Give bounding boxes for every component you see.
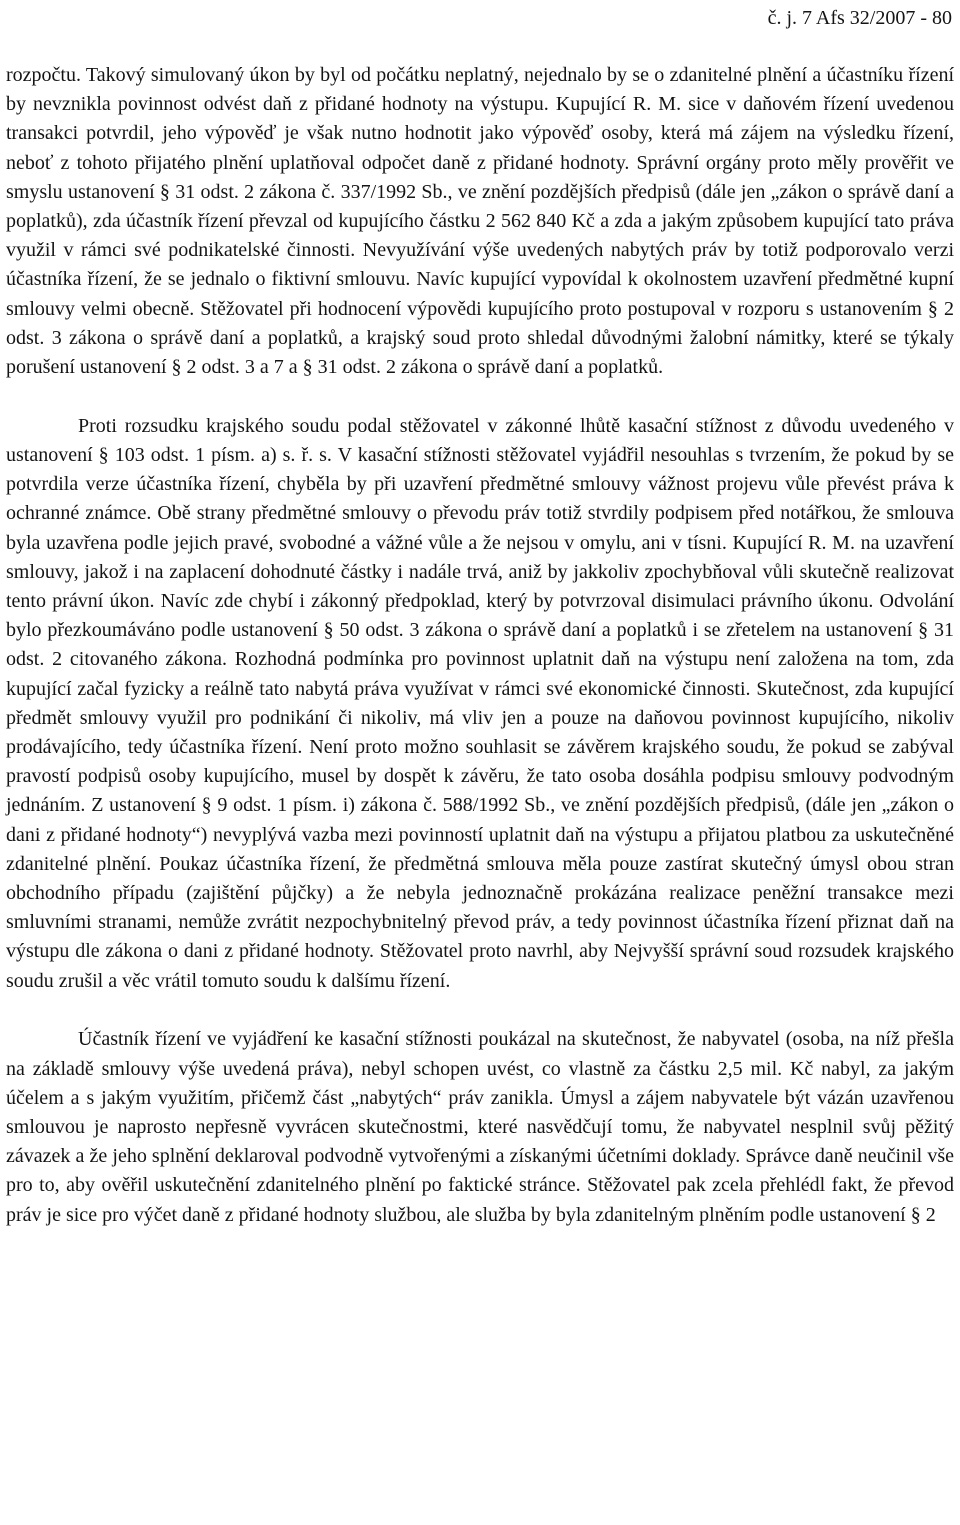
document-body xyxy=(6,61,954,1230)
paragraph-continuation: rozpočtu. Takový simulovaný úkon by byl od počátku neplatný, nejednalo by se o zdanitelné plnění a účastníku řízení by nevznikla povinnost odvést daň z přidané hodnoty na výstupu. Kupující R. M. sice v daňovém řízení uvedenou transakci potvrdil, jeho výpověď je však nutno hodnotit jako výpověď osoby, která má zájem na výsledku řízení, neboť z tohoto přijatého plnění uplatňoval odpočet daně z přidané hodnoty. Správní orgány proto měly prověřit ve smyslu ustanovení § 31 odst. 2 zákona č. 337/1992 Sb., ve znění pozdějších předpisů (dále jen „zákon o správě daní a poplatků), zda účastník řízení převzal od kupujícího částku 2 562 840 Kč a zda a jakým způsobem kupující tato práva využil v rámci své podnikatelské činnosti. Nevyužívání výše uvedených nabytých práv by totiž podporovalo verzi účastníka řízení, že se jednalo o fiktivní smlouvu. Navíc kupující vypovídal k okolnostem uzavření předmětné kupní smlouvy velmi obecně. Stěžovatel při hodnocení výpovědi kupujícího proto postupoval v rozporu s ustanovením § 2 odst. 3 zákona o správě daní a poplatků, a krajský soud proto shledal důvodnými žalobní námitky, které se týkaly porušení ustanovení § 2 odst. 3 a 7 a § 31 odst. 2 zákona o správě daní a poplatků. xyxy=(6,64,954,379)
case-reference: č. j. 7 Afs 32/2007 - 80 xyxy=(767,7,952,29)
paragraph-participant-response: Účastník řízení ve vyjádření ke kasační stížnosti poukázal na skutečnost, že nabyvatel (osoba, na níž přešla na základě smlouvy výše uvedená práva), nebyl schopen uvést, co vlastně za částku 2,5 mil. Kč nabyl, za jakým účelem a s jakým využitím, přičemž část „nabytých“ práv zanikla. Úmysl a zájem nabyvatele být vázán uzavřenou smlouvou je naprosto nepřesně vyvrácen skutečnostmi, které nasvědčují tomu, že nabyvatel nesplnil svůj pěžitý závazek a že jeho splnění deklaroval podvodně vytvořenými a získanými účetními doklady. Správce daně neučinil vše pro to, aby ověřil uskutečnění zdanitelného plnění po faktické stránce. Stěžovatel pak zcela přehlédl fakt, že převod práv je sice pro výčet daně z přidané hodnoty službou, ale služba by byla zdanitelným plněním podle ustanovení § 2 xyxy=(6,1028,954,1226)
paragraph-gap xyxy=(6,996,954,1026)
paragraph-gap xyxy=(6,382,954,412)
paragraph-cassation-complaint: Proti rozsudku krajského soudu podal stěžovatel v zákonné lhůtě kasační stížnost z důvodu uvedeného v ustanovení § 103 odst. 1 písm. a) s. ř. s. V kasační stížnosti stěžovatel vyjádřil nesouhlas s tvrzením, že pokud by se potvrdila verze účastníka řízení, chyběla by při uzavření předmětné smlouvy vážnost projevu vůle převést práva k ochranné známce. Obě strany předmětné smlouvy o převodu práv totiž stvrdily podpisem před notářkou, že smlouva byla uzavřena podle jejich pravé, svobodné a vážné vůle a že nejsou v omylu, ani v tísni. Kupující R. M. na uzavření smlouvy, jakož i na zaplacení dohodnuté částky i nadále trvá, aniž by jakkoliv zpochybňoval vůli skutečně realizovat tento právní úkon. Navíc zde chybí i zákonný předpoklad, který by potvrzoval disimulaci právního úkonu. Odvolání bylo přezkoumáváno podle ustanovení § 50 odst. 3 zákona o správě daní a poplatků i se zřetelem na ustanovení § 31 odst. 2 citovaného zákona. Rozhodná podmínka pro povinnost uplatnit daň na výstupu není založena na tom, zda kupující začal fyzicky a reálně tato nabytá práva využívat v rámci své ekonomické činnosti. Skutečnost, zda kupující předmět smlouvy využil pro podnikání či nikoliv, má vliv jen a pouze na daňovou povinnost kupujícího, nikoliv prodávajícího, tedy účastníka řízení. Není proto možno souhlasit se závěrem krajského soudu, že pokud se zabýval pravostí podpisů osoby kupujícího, musel by dospět k závěru, že tato osoba dosáhla podpisu smlouvy podvodným jednáním. Z ustanovení § 9 odst. 1 písm. i) zákona č. 588/1992 Sb., ve znění pozdějších předpisů, (dále jen „zákon o dani z přidané hodnoty“) nevyplývá vazba mezi povinností uplatnit daň na výstupu a přijatou platbou za uskutečněné zdanitelné plnění. Poukaz účastníka řízení, že předmětná smlouva měla pouze zastírat skutečný úmysl obou stran obchodního případu (zajištění půjčky) a že nebyla jednoznačně prokázána realizace peněžní transakce mezi smluvními stranami, nemůže zvrátit nezpochybnitelný převod práv, a tedy povinnost účastníka řízení přiznat daň na výstupu dle zákona o dani z přidané hodnoty. Stěžovatel proto navrhl, aby Nejvyšší správní soud rozsudek krajského soudu zrušil a věc vrátil tomuto soudu k dalšímu řízení. xyxy=(6,414,954,992)
